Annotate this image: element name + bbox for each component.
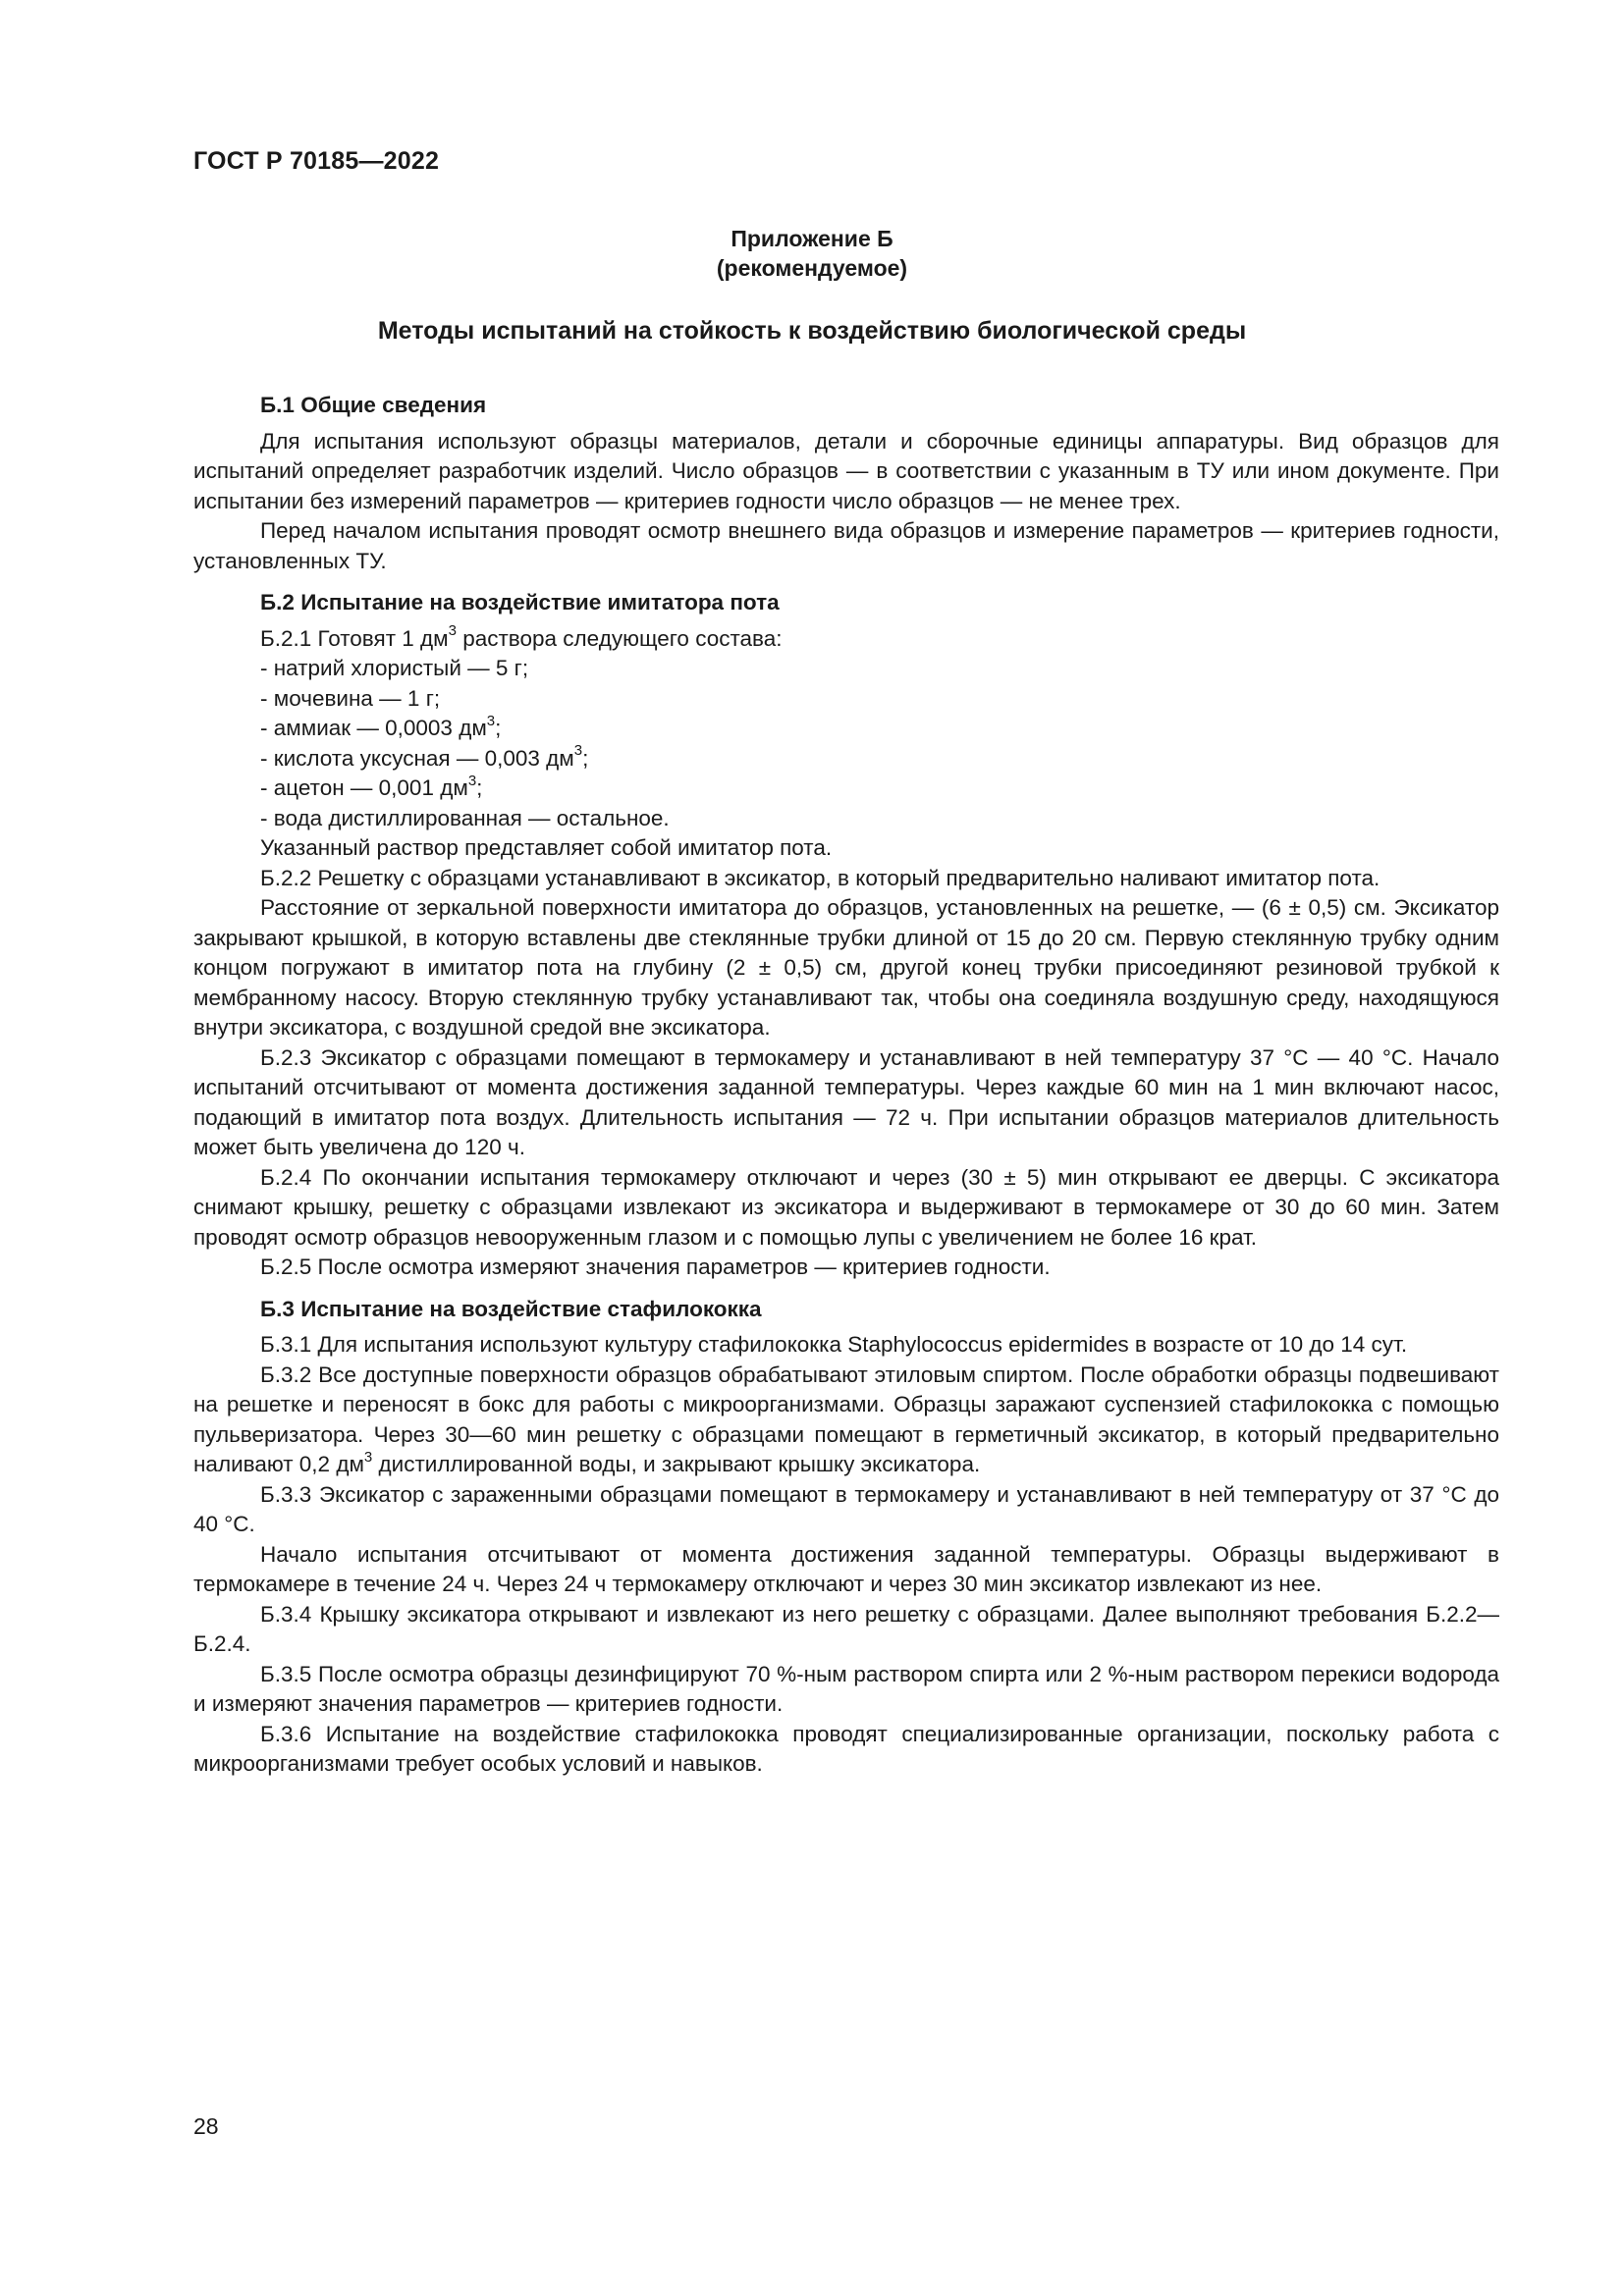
page-number: 28 [193,2113,219,2139]
list-item [193,774,1499,804]
text-run: - кислота уксусная — 0,003 дм [260,745,574,771]
text-run: ; [582,745,589,771]
document-body [193,391,1499,1780]
list-item: - натрий хлористый — 5 г; [260,656,529,680]
text-run: ; [495,716,502,740]
paragraph: Б.2.4 По окончании испытания термокамеру отключают и через (30 ± 5) мин открывают ее дверцы. С эксикатора снимают крышку, решетку с образцами извлекают из эксикатора и выдерживают в термокамере от 30 до 60 мин. Затем проводят осмотр образцов невооруженным глазом и с помощью лупы с увеличением не более 16 крат. [193,1164,1499,1250]
text-run: - ацетон — 0,001 дм [260,775,468,800]
list-item [193,714,1499,744]
appendix-label: Приложение Б [731,226,893,251]
paragraph: Б.2.5 После осмотра измеряют значения параметров — критериев годности. [260,1255,1051,1279]
superscript: 3 [467,772,477,789]
section-heading-b2: Б.2 Испытание на воздействие имитатора пота [260,590,780,614]
paragraph: Расстояние от зеркальной поверхности имитатора до образцов, установленных на решетке, — (6 ± 0,5) см. Эксикатор закрывают крышкой, в которую вставлены две стеклянные трубки длиной от 15 до 20 см. Первую стеклянную трубку одним концом погружают в имитатор пота на глубину (2 ± 0,5) см, другой конец трубки присоединяют резиновой трубкой к мембранному насосу. Вторую стеклянную трубку устанавливают так, чтобы она соединяла воздушную среду, находящуюся внутри эксикатора, с воздушной средой вне эксикатора. [193,895,1499,1040]
paragraph: Перед началом испытания проводят осмотр внешнего вида образцов и измерение параметров — критериев годности, установленных ТУ. [193,518,1499,573]
paragraph: Б.3.1 Для испытания используют культуру стафилококка Staphylococcus epidermides в возрасте от 10 до 14 сут. [260,1332,1408,1357]
paragraph [193,1361,1499,1480]
paragraph: Начало испытания отсчитывают от момента достижения заданной температуры. Образцы выдерживают в термокамере в течение 24 ч. Через 24 ч термокамеру отключают и через 30 мин эксикатор извлекают из нее. [193,1541,1499,1596]
paragraph: Указанный раствор представляет собой имитатор пота. [260,835,833,860]
text-run: Б.3.2 Все доступные поверхности образцов обрабатывают этиловым спиртом. После обработки образцы подвешивают на решетке и переносят в бокс для работы с микроорганизмами. Образцы заражают суспензией стафилококка с помощью пульверизатора. Через 30—60 мин решетку с образцами помещают в герметичный эксикатор, в который предварительно наливают 0,2 дм [193,1362,1499,1476]
paragraph: Б.3.6 Испытание на воздействие стафилококка проводят специализированные организации, поскольку работа с микроорганизмами требует особых условий и навыков. [193,1721,1499,1776]
paragraph: Б.3.5 После осмотра образцы дезинфицируют 70 %-ным раствором спирта или 2 %-ным раствором перекиси водорода и измеряют значения параметров — критериев годности. [193,1661,1499,1716]
paragraph: Б.2.2 Решетку с образцами устанавливают в эксикатор, в который предварительно наливают имитатор пота. [260,865,1380,890]
superscript: 3 [573,742,583,759]
paragraph: Б.2.3 Эксикатор с образцами помещают в термокамеру и устанавливают в ней температуру 37 °C — 40 °C. Начало испытаний отсчитывают от момента достижения заданной температуры. Через каждые 60 мин на 1 мин включают насос, подающий в имитатор пота воздух. Длительность испытания — 72 ч. При испытании образцов материалов длительность может быть увеличена до 120 ч. [193,1044,1499,1159]
text-run: дистиллированной воды, и закрывают крышку эксикатора. [372,1452,981,1476]
section-heading-b3: Б.3 Испытание на воздействие стафилококка [260,1296,762,1321]
paragraph: Б.3.4 Крышку эксикатора открывают и извлекают из него решетку с образцами. Далее выполняют требования Б.2.2—Б.2.4. [193,1601,1499,1656]
paragraph: Для испытания используют образцы материалов, детали и сборочные единицы аппаратуры. Вид образцов для испытаний определяет разработчик изделий. Число образцов — в соответствии с указанным в ТУ или ином документе. При испытании без измерений параметров — критериев годности число образцов — не менее трех. [193,428,1499,513]
section-heading-b1: Б.1 Общие сведения [260,393,487,417]
superscript: 3 [363,1448,373,1466]
text-run: раствора следующего состава: [456,625,783,651]
paragraph [193,624,1499,655]
paragraph: Б.3.3 Эксикатор с зараженными образцами помещают в термокамеру и устанавливают в ней температуру от 37 °C до 40 °C. [193,1481,1499,1536]
list-item: - вода дистиллированная — остальное. [260,805,670,830]
text-run: - аммиак — 0,0003 дм [260,716,487,740]
text-run: Б.2.1 Готовят 1 дм [260,625,449,651]
appendix-title: Методы испытаний на стойкость к воздействию биологической среды [377,317,1247,345]
superscript: 3 [448,622,457,639]
superscript: 3 [486,712,496,729]
list-item [193,744,1499,774]
standard-header: ГОСТ Р 70185—2022 [193,147,440,175]
appendix-status: (рекомендуемое) [716,255,908,281]
text-run: ; [476,775,483,800]
list-item: - мочевина — 1 г; [260,685,441,711]
